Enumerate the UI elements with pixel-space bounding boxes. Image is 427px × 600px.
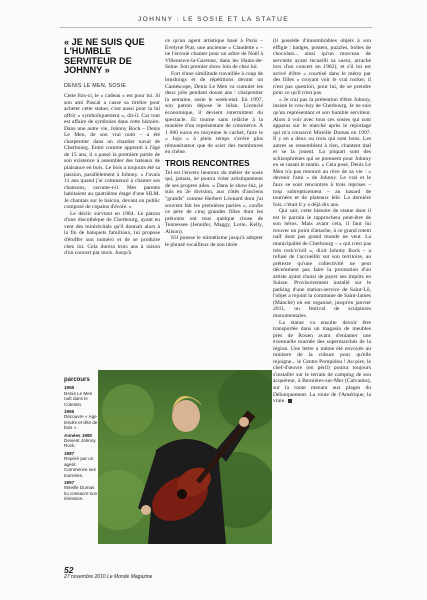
article-headline: « JE NE SUIS QUE L'HUMBLE SERVITEUR DE JOHNNY » bbox=[64, 37, 145, 76]
entry-year: Années 1980 bbox=[64, 432, 93, 438]
paragraph: ce qu'un agent artistique basé à Paris – Evelyne Prat, une ancienne « Claudette » – ne l'envoie chanter pour un arbre de Noël à Villeneuve-la-Garenne, dans les Hauts-de-Seine. Son premier show loin de chez lui. bbox=[165, 38, 263, 71]
sidebar-entry bbox=[64, 433, 98, 449]
paragraph: Qui sait, cette histoire de statue dont il est le parrain le rapprochera peut-être de son héros. Mais avant cela, il faut lui trouver un point d'attache, à ce grand totem naïf dont pas grand monde ne veut. La municipalité de Cherbourg – « qui n'est pas très rock'n'roll », dixit Johnny Rock – a refusé de l'accueillir sur son territoire, au prétexte qu'une collectivité ne peut décemment pas faire la promotion d'un artiste ayant choisi de payer ses impôts en Suisse. Provisoirement installé sur le parking d'une station-service de Saint-Lô, l'objet a rejoint la commune de Saint-James (Manche) où est organisé, jusqu'en janvier 2011, un festival de sculptures monumentales. bbox=[273, 208, 371, 319]
entry-text: Devient Johnny Rock. bbox=[64, 438, 96, 449]
page-footer bbox=[64, 565, 364, 580]
paragraph: S'il pousse le mimétisme jusqu'à adopter le phrasé rocailleux de son idole bbox=[165, 235, 263, 248]
paragraph bbox=[273, 320, 371, 405]
entry-text: Mireille Dumas lui consacre son émission. bbox=[64, 485, 98, 502]
entry-text: Denis Le Men naît dans le Cotentin. bbox=[64, 390, 93, 407]
sidebar-entry bbox=[64, 409, 98, 431]
section-subhead: TROIS RENCONTRES bbox=[165, 158, 250, 168]
sidebar-title: parcours bbox=[64, 377, 90, 383]
end-mark-icon bbox=[288, 399, 292, 403]
paragraph: Le déclic survient en 1984. Le patron d'une discothèque de Cherbourg, ayant eu vent des minirécitals qu'il donnait alors à la fin de banquets familiaux, lui propose d'étoffer son numéro et de se produire chez lui. Cela durera trois ans à raison d'un concert par mois. Jusqu'à bbox=[64, 210, 160, 257]
paragraph: Fort d'une similitude travaillée à coup de brushings et de répétitions devant un Caméscope, Denis Le Men va cumuler les deux jobs pendant douze ans : charpentier la semaine, sosie le week-end. En 1997, son patron dépose le bilan. Licencié économique, il devient intermittent du spectacle. Et tourne sans relâche à la manière d'un représentant de commerce. A 1 000 euros en moyenne le cachet, faire le « Jojo » à plein temps s'avère plus rémunérateur que de scier des membrures en chêne. bbox=[165, 70, 263, 156]
column-1 bbox=[64, 93, 160, 257]
entry-year: 1997 bbox=[64, 479, 75, 485]
paragraph: « Je n'ai pas la prétention d'être Johnny, insiste le cow-boy de Cherbourg. Je ne suis qu'un représentant et son humble serviteur. Alors à voir avec tous ces sosies qui sont apparus sur le marché après le reportage qui m'a consacré Mireille Dumas en 1997. Il y en a deux ou trois qui sont bons. Les autres se ressemblent à rien, chantent mal et se la jouent. La plupart sont des schizophrènes qui se prennent pour Johnny en se rasant le matin. » Cela posé, Denis Le Men n'a pas renoncé au rêve de sa vie : « devenir l'ami » de Johnny. Le vrai et le faux se sont rencontrés à trois reprises – trop subrepticement – au hasard de tournées et de plateaux télé. La dernière fois, c'était il y a déjà dix ans. bbox=[273, 96, 371, 208]
sidebar-entry bbox=[64, 451, 98, 478]
issue-date: 27 novembre 2010 Le Monde Magazine bbox=[64, 574, 153, 580]
guitarist-photo bbox=[98, 370, 272, 544]
paragraph: (il possède d'innombrables objets à son effigie : badges, posters, puzzles, boîtes de chocolats... ainsi qu'un morceau de serviette ayant recueilli sa sueur, arraché lors d'un concert en 1982), et s'il lui est arrivé d'être « courtisé dans le métro par des filles » croyant voir le vrai rocker, il n'est pas question, pour lui, de se prendre pour ce qu'il n'est pas. bbox=[273, 38, 371, 97]
column-3 bbox=[273, 38, 371, 405]
entry-year: 1955 bbox=[64, 385, 75, 391]
sidebar-entry bbox=[64, 480, 98, 502]
article-byline: DENIS LE MEN, SOSIE bbox=[64, 83, 127, 89]
paragraph-text: La statue va ensuite devoir être transportée dans un magasin de meubles près de Rouen avant d'entamer une éventuelle tournée des supermarchés de la région. Une lettre a même été envoyée au ministre de la culture pour qu'elle rejoigne... le Centre Pompidou ! Au pire, le chef-d'œuvre (en péril) pourra toujours s'installer sur le terrain de camping de son acquéreur, à Bernières-sur-Mer (Calvados), sur la route menant aux plages du Débarquement. La route de l'Amérique, la vraie. bbox=[273, 319, 371, 405]
sidebar-entry bbox=[64, 385, 98, 407]
running-header: JOHNNY : LE SOSIE ET LA STATUE bbox=[137, 16, 290, 23]
entry-text: Repéré par un agent. Commence ses tournées. bbox=[64, 456, 96, 478]
page-number: 52 bbox=[64, 565, 74, 575]
paragraph: Tel est l'envers heureux du métier de sosie qui, jamais, ne pourra voler artistiquement de ses propres ailes. « Dans le show-biz, je suis en 2e division, aux côtés d'anciens "grands" comme Herbert Léonard dont j'ai souvent fait les premières parties », confie ce père de cinq grandes filles dont les prénoms ont tous quelque chose de Tennessee (Jennifer, Maggy, Lorie, Kelly, Alison). bbox=[165, 169, 263, 235]
entry-year: 1966 bbox=[64, 409, 75, 415]
entry-year: 1987 bbox=[64, 450, 75, 456]
header-rule bbox=[60, 27, 372, 28]
entry-text: Découvre « Age tendre et tête de bois ». bbox=[64, 414, 98, 431]
career-sidebar bbox=[64, 378, 98, 542]
column-2 bbox=[165, 38, 263, 248]
paragraph: Cette fois-ci, le « cadeau » est pour lui. Si son ami Pascal a cassé sa tirelire pour acheter cette statue, c'est aussi pour la lui offrir « symboliquement », dit-il. Car tout est affaire de symboles dans cette histoire. Dans une autre vie, Johnny Rock – Denis Le Men, de son vrai nom – a été charpentier dans un chantier naval de Cherbourg. Entré comme apprenti à l'âge de 15 ans, il a passé la première partie de son existence à assembler des bateaux de plaisance en bois. Le bois a toujours été sa passion, parallèlement à Johnny. « J'avais 11 ans quand j'ai commencé à chanter ses chansons, raconte-t-il. Mes parents habitaient au quatrième étage d'une HLM. Je chantais sur le balcon, devant un public composé de copains d'école. » bbox=[64, 93, 160, 211]
